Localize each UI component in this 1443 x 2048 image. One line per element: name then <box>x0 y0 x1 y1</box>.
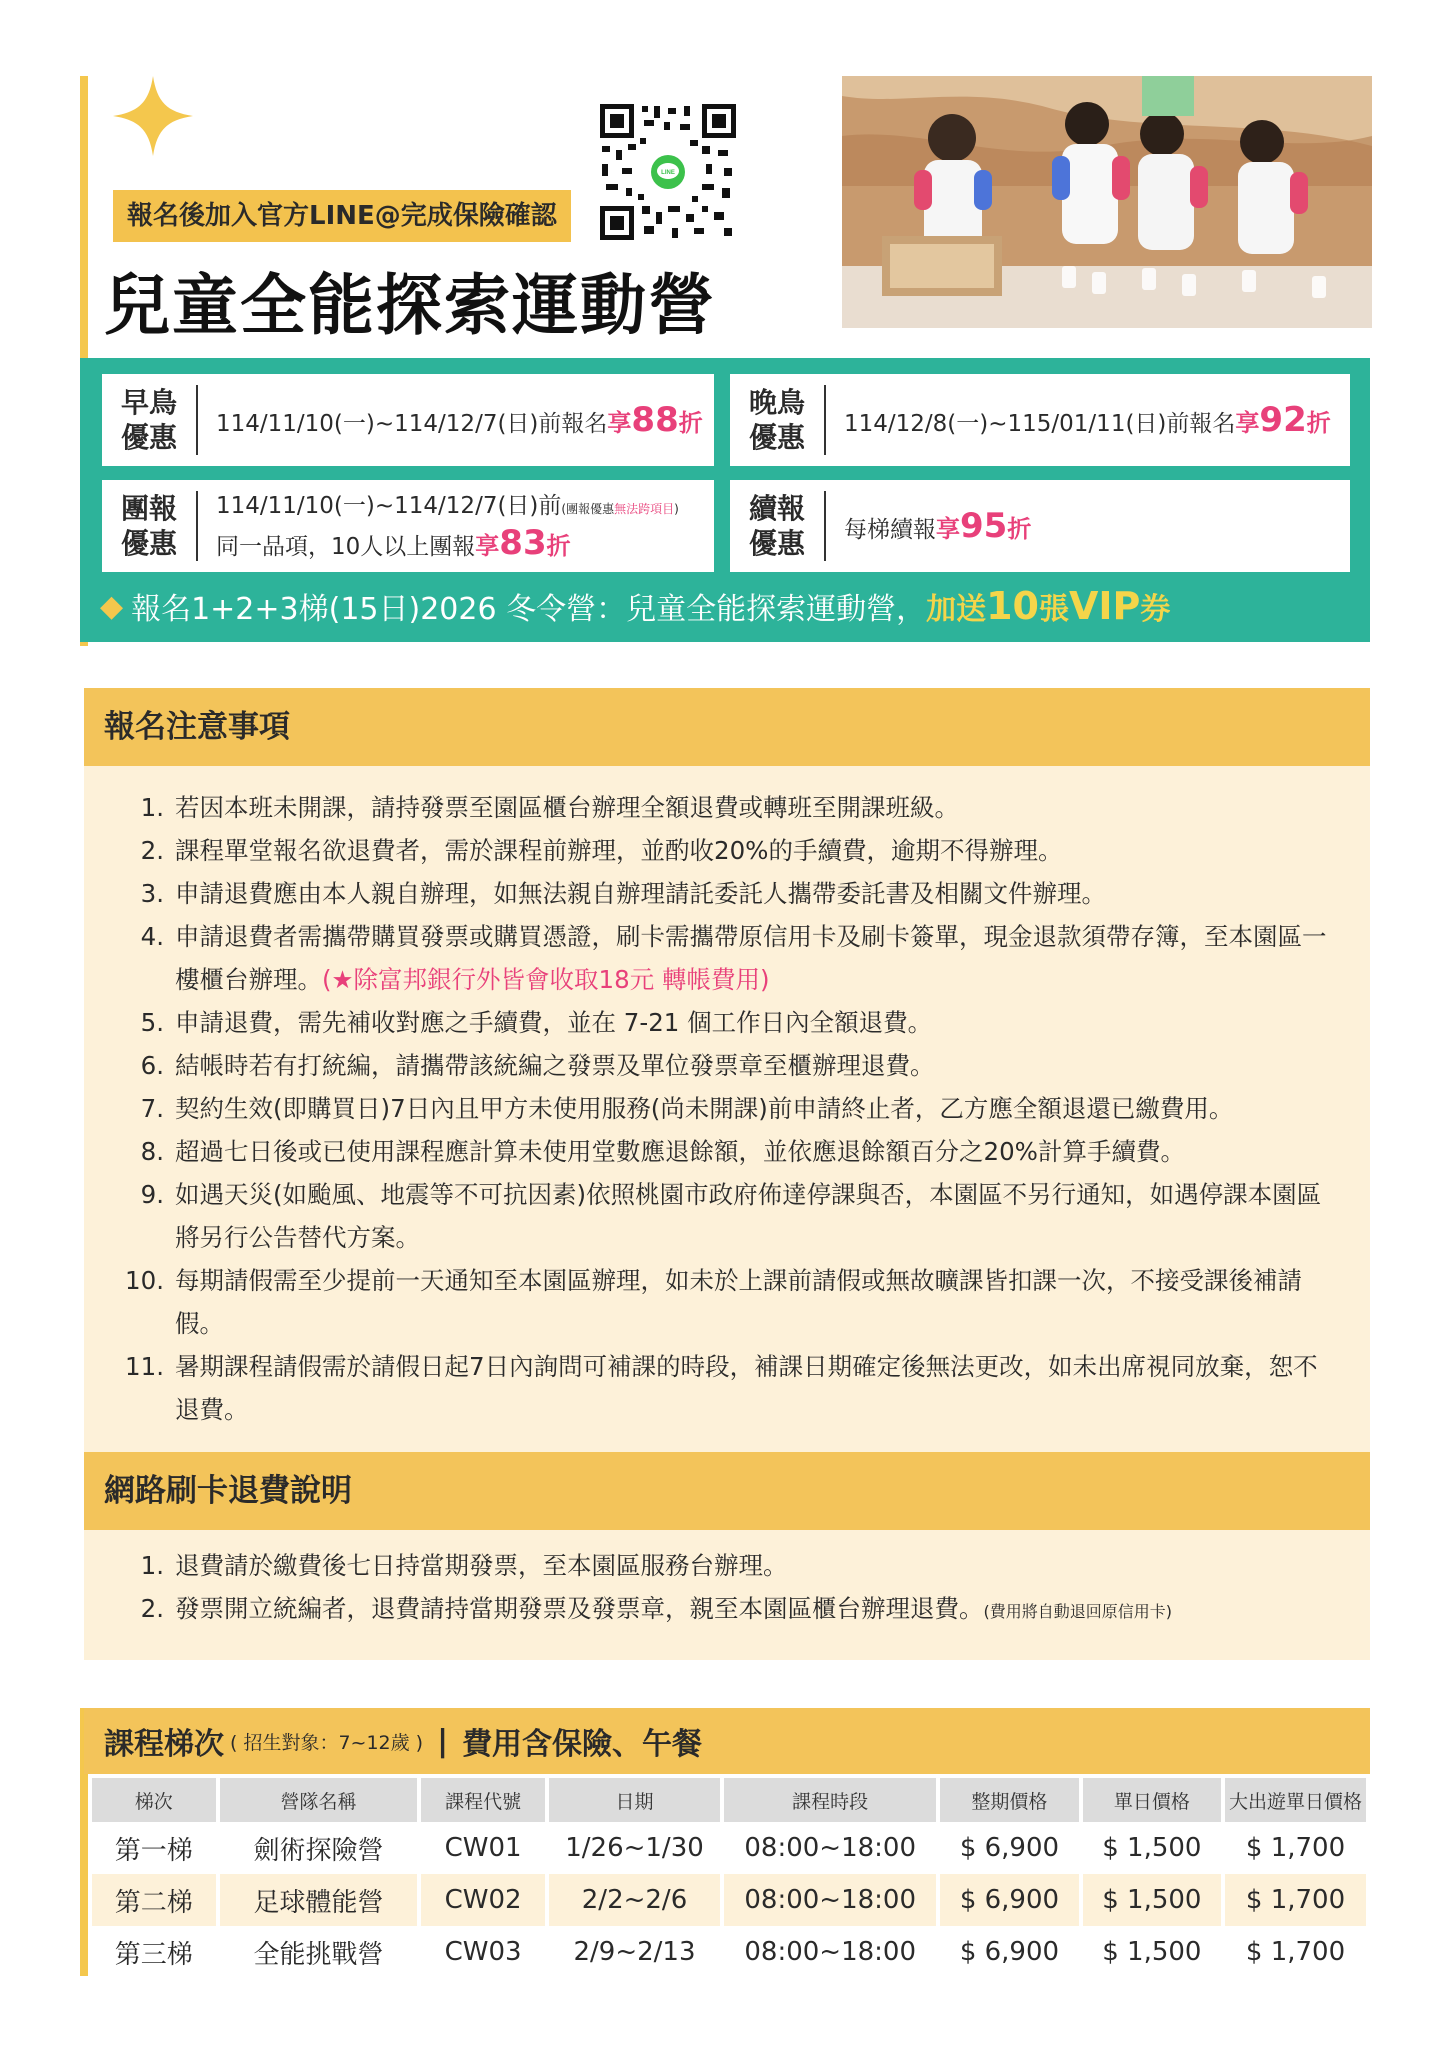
item-text: 如遇天災(如颱風、地震等不可抗因素)依照桃園市政府佈達停課與否，本園區不另行通知，如遇停課本園區將另行公告替代方案。 <box>175 1180 1322 1252</box>
late-bird-enjoy: 享 <box>1235 409 1260 437</box>
renew-enjoy: 享 <box>936 515 960 543</box>
table-cell: 劍術探險營 <box>253 1835 384 1866</box>
early-bird-text <box>216 400 703 440</box>
group-note: (團報優惠 <box>561 501 615 516</box>
late-bird-value: 92 <box>1259 400 1307 440</box>
item-text: 結帳時若有打統編，請攜帶該統編之發票及單位發票章至櫃辦理退費。 <box>175 1051 935 1080</box>
table-cell: $ 1,500 <box>1102 1833 1202 1863</box>
item-number: 8. <box>140 1137 164 1166</box>
item-text: 超過七日後或已使用課程應計算未使用堂數應退餘額，並依應退餘額百分之20%計算手續費。 <box>175 1137 1185 1166</box>
list-item <box>84 1130 1370 1173</box>
item-number: 7. <box>140 1094 164 1123</box>
late-bird-tag: 晚鳥 優惠 <box>730 385 826 455</box>
column-header: 單日價格 <box>1083 1778 1221 1822</box>
table-cell: 全能挑戰營 <box>253 1939 384 1970</box>
course-note: 費用含保險、午餐 <box>462 1727 703 1762</box>
column-header: 整期價格 <box>940 1778 1078 1822</box>
group-value: 83 <box>499 522 547 563</box>
list-item <box>84 1544 1370 1587</box>
table-cell: $ 1,500 <box>1083 1874 1221 1926</box>
table-cell: 足球體能營 <box>220 1874 418 1926</box>
course-table <box>88 1778 1370 1978</box>
course-header <box>84 1708 1370 1774</box>
renew-suffix: 折 <box>1007 515 1032 543</box>
table-cell: 第一梯 <box>114 1835 193 1866</box>
item-text: 契約生效(即購買日)7日內且甲方未使用服務(尚未開課)前申請終止者，乙方應全額退還已繳費用。 <box>175 1094 1234 1123</box>
item-text: 發票開立統編者，退費請持當期發票及發票章，親至本園區櫃台辦理退費。 <box>175 1594 984 1623</box>
hero-photo <box>842 76 1372 328</box>
column-header: 梯次 <box>92 1778 216 1822</box>
refund-section-title: 網路刷卡退費說明 <box>84 1452 1370 1530</box>
early-bird-value: 88 <box>631 400 679 440</box>
group-text <box>216 489 679 564</box>
item-number: 2. <box>140 836 164 865</box>
list-item <box>84 872 1370 915</box>
table-cell: $ 6,900 <box>959 1937 1060 1967</box>
vip-gift-a: 加送 <box>926 592 987 627</box>
item-text: 課程單堂報名欲退費者，需於課程前辦理，並酌收20%的手續費，逾期不得辦理。 <box>175 836 1063 865</box>
column-header: 日期 <box>549 1778 720 1822</box>
early-bird-suffix: 折 <box>678 409 703 437</box>
qr-code[interactable] <box>598 102 738 242</box>
item-accent-note: (★除富邦銀行外皆會收取18元 轉帳費用) <box>322 965 770 994</box>
course-target: ( 招生對象：7~12歲 ) <box>230 1731 424 1754</box>
item-number: 11. <box>125 1352 164 1381</box>
list-item <box>84 1001 1370 1044</box>
item-number: 4. <box>140 922 164 951</box>
notes-section-body <box>84 766 1370 1452</box>
item-number: 10. <box>125 1266 164 1295</box>
renew-value: 95 <box>960 506 1008 546</box>
renew-text <box>844 506 1031 546</box>
discount-panel <box>80 358 1370 642</box>
line-icon: LINE <box>661 170 675 176</box>
vip-gift-unit: 張 <box>1038 592 1069 627</box>
table-header-row <box>92 1778 1366 1822</box>
item-small-note: (費用將自動退回原信用卡) <box>983 1602 1172 1621</box>
table-body <box>92 1822 1366 1978</box>
item-text: 若因本班未開課，請持發票至園區櫃台辦理全額退費或轉班至開課班級。 <box>175 793 959 822</box>
vip-gift-vip: VIP <box>1068 584 1141 628</box>
list-item <box>84 915 1370 1001</box>
header <box>80 76 1370 358</box>
group-enjoy: 享 <box>475 531 500 560</box>
table-cell: CW01 <box>444 1833 522 1863</box>
item-number: 2. <box>140 1594 164 1623</box>
item-text: 申請退費，需先補收對應之手續費，並在 7-21 個工作日內全額退費。 <box>175 1008 933 1037</box>
table-cell: 2/9~2/13 <box>573 1937 696 1967</box>
diamond-icon <box>113 76 193 156</box>
column-header: 課程時段 <box>724 1778 936 1822</box>
item-number: 5. <box>140 1008 164 1037</box>
late-bird-text <box>844 400 1331 440</box>
vip-gift-ticket: 券 <box>1140 592 1171 627</box>
item-text: 申請退費應由本人親自辦理，如無法親自辦理請託委託人攜帶委託書及相關文件辦理。 <box>175 879 1106 908</box>
table-cell: CW02 <box>421 1874 545 1926</box>
item-number: 1. <box>140 793 164 822</box>
column-header: 大出遊單日價格 <box>1225 1778 1366 1822</box>
group-note-end: ) <box>674 501 679 516</box>
column-header: 營隊名稱 <box>220 1778 418 1822</box>
table-cell: 第三梯 <box>114 1939 193 1970</box>
table-cell: $ 1,700 <box>1245 1833 1346 1863</box>
early-bird-enjoy: 享 <box>607 409 632 437</box>
list-item <box>84 1044 1370 1087</box>
item-number: 6. <box>140 1051 164 1080</box>
renew-condition: 每梯續報 <box>844 517 936 543</box>
group-suffix: 折 <box>546 531 571 560</box>
vip-diamond-icon: ◆ <box>100 588 124 624</box>
table-cell: 2/2~2/6 <box>549 1874 720 1926</box>
list-item <box>84 1587 1370 1633</box>
list-item <box>84 1259 1370 1345</box>
item-number: 1. <box>140 1551 164 1580</box>
early-bird-tag: 早鳥 優惠 <box>102 385 198 455</box>
table-row <box>92 1822 1366 1874</box>
list-item <box>84 1345 1370 1431</box>
vip-gift-count: 10 <box>986 584 1039 628</box>
table-cell: 1/26~1/30 <box>565 1833 704 1863</box>
item-text: 退費請於繳費後七日持當期發票，至本園區服務台辦理。 <box>175 1551 788 1580</box>
notes-list <box>84 786 1370 1431</box>
course-separator: | <box>437 1723 449 1759</box>
group-tag: 團報 優惠 <box>102 491 198 561</box>
early-bird-card <box>102 374 714 466</box>
table-cell: 08:00~18:00 <box>744 1833 916 1863</box>
table-cell: 08:00~18:00 <box>744 1937 916 1967</box>
early-bird-dates: 114/11/10(一)~114/12/7(日)前報名 <box>216 411 608 437</box>
column-header: 課程代號 <box>421 1778 545 1822</box>
list-item <box>84 786 1370 829</box>
table-cell: 第二梯 <box>92 1874 216 1926</box>
renew-tag: 續報 優惠 <box>730 491 826 561</box>
late-bird-suffix: 折 <box>1306 409 1331 437</box>
item-number: 3. <box>140 879 164 908</box>
table-cell: $ 1,700 <box>1225 1874 1366 1926</box>
table-cell: $ 1,500 <box>1102 1937 1202 1967</box>
item-text: 暑期課程請假需於請假日起7日內詢問可補課的時段，補課日期確定後無法更改，如未出席視同放棄，恕不退費。 <box>175 1352 1318 1424</box>
refund-list <box>84 1544 1370 1633</box>
page-title: 兒童全能探索運動營 <box>104 267 716 344</box>
list-item <box>84 1173 1370 1259</box>
group-card <box>102 480 714 572</box>
renew-card <box>730 480 1350 572</box>
group-condition: 同一品項，10人以上團報 <box>216 533 476 560</box>
table-cell: $ 6,900 <box>940 1874 1078 1926</box>
table-row <box>92 1874 1366 1926</box>
notes-section-title: 報名注意事項 <box>84 688 1370 766</box>
late-bird-dates: 114/12/8(一)~115/01/11(日)前報名 <box>844 411 1236 437</box>
list-item <box>84 829 1370 872</box>
group-note-accent: 無法跨項目 <box>614 501 675 516</box>
vip-text: 報名1+2+3梯(15日)2026 冬令營：兒童全能探索運動營， <box>131 592 927 627</box>
table-cell: 08:00~18:00 <box>724 1874 936 1926</box>
line-join-banner: 報名後加入官方LINE@完成保險確認 <box>113 190 571 242</box>
table-row <box>92 1926 1366 1978</box>
vip-promo <box>100 578 1170 634</box>
refund-section-body <box>84 1530 1370 1660</box>
table-cell: $ 6,900 <box>959 1833 1060 1863</box>
course-title: 課程梯次 <box>104 1727 224 1762</box>
table-cell: CW03 <box>444 1937 522 1967</box>
group-dates: 114/11/10(一)~114/12/7(日)前 <box>216 492 562 519</box>
late-bird-card <box>730 374 1350 466</box>
table-cell: $ 1,700 <box>1245 1937 1346 1967</box>
item-number: 9. <box>140 1180 164 1209</box>
item-text: 申請退費者需攜帶購買發票或購買憑證，刷卡需攜帶原信用卡及刷卡簽單，現金退款須帶存簿，至本園區一樓櫃台辦理。 <box>175 922 1327 994</box>
item-text: 每期請假需至少提前一天通知至本園區辦理，如未於上課前請假或無故曠課皆扣課一次，不接受課後補請假。 <box>175 1266 1302 1338</box>
list-item <box>84 1087 1370 1130</box>
